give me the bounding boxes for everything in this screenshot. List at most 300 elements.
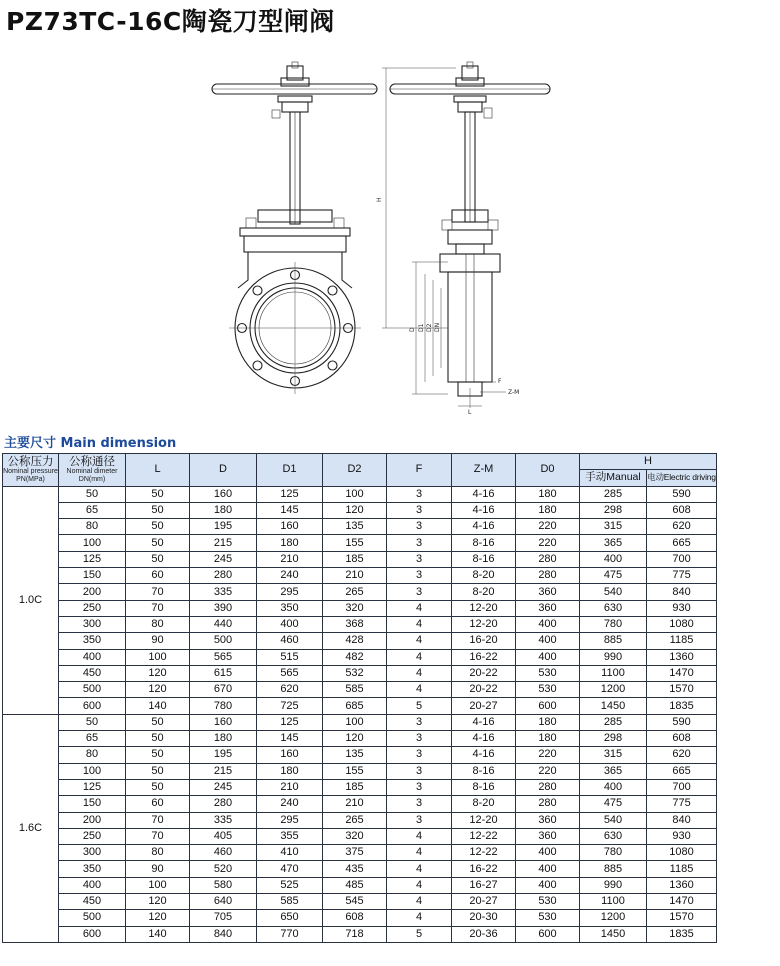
- table-cell: 780: [190, 698, 257, 714]
- dim-label-DN: DN: [434, 322, 441, 332]
- header-l: L: [126, 454, 190, 487]
- table-cell: 770: [257, 926, 323, 942]
- table-cell: 180: [516, 731, 580, 747]
- table-cell: 8-16: [452, 779, 516, 795]
- table-cell: 620: [647, 519, 717, 535]
- table-cell: 530: [516, 682, 580, 698]
- table-cell: 440: [190, 616, 257, 632]
- table-cell: 428: [323, 633, 387, 649]
- table-cell: 565: [190, 649, 257, 665]
- table-cell: 100: [59, 535, 126, 551]
- table-cell: 600: [59, 926, 126, 942]
- table-cell: 280: [516, 568, 580, 584]
- table-cell: 400: [59, 877, 126, 893]
- section-title: 主要尺寸 Main dimension: [4, 436, 177, 451]
- table-cell: 3: [387, 747, 452, 763]
- table-cell: 615: [190, 665, 257, 681]
- table-cell: 320: [323, 828, 387, 844]
- dimension-table: [2, 453, 717, 943]
- dim-label-F: F: [498, 378, 502, 385]
- table-cell: 475: [580, 568, 647, 584]
- table-cell: 1570: [647, 910, 717, 926]
- table-cell: 885: [580, 861, 647, 877]
- table-cell: 185: [323, 779, 387, 795]
- table-cell: 4-16: [452, 731, 516, 747]
- table-row: [3, 600, 717, 616]
- table-cell: 180: [516, 714, 580, 730]
- table-cell: 140: [126, 926, 190, 942]
- table-cell: 280: [516, 779, 580, 795]
- table-cell: 280: [190, 796, 257, 812]
- table-cell: 665: [647, 763, 717, 779]
- table-cell: 540: [580, 812, 647, 828]
- table-cell: 4: [387, 828, 452, 844]
- table-cell: 50: [126, 502, 190, 518]
- table-cell: 245: [190, 551, 257, 567]
- table-cell: 200: [59, 584, 126, 600]
- table-cell: 350: [257, 600, 323, 616]
- table-cell: 4-16: [452, 747, 516, 763]
- table-cell: 368: [323, 616, 387, 632]
- table-cell: 295: [257, 584, 323, 600]
- table-cell: 80: [59, 519, 126, 535]
- table-cell: 185: [323, 551, 387, 567]
- table-cell: 265: [323, 584, 387, 600]
- header-f: F: [387, 454, 452, 487]
- table-cell: 4-16: [452, 486, 516, 502]
- table-cell: 215: [190, 535, 257, 551]
- table-cell: 100: [323, 714, 387, 730]
- table-cell: 295: [257, 812, 323, 828]
- dim-label-D2: D2: [426, 323, 433, 332]
- table-cell: 50: [126, 731, 190, 747]
- table-cell: 80: [126, 616, 190, 632]
- table-cell: 12-22: [452, 828, 516, 844]
- header-zm: Z-M: [452, 454, 516, 487]
- table-cell: 320: [323, 600, 387, 616]
- table-cell: 50: [126, 519, 190, 535]
- table-cell: 620: [257, 682, 323, 698]
- table-cell: 400: [516, 861, 580, 877]
- front-view: [212, 62, 377, 394]
- table-cell: 315: [580, 747, 647, 763]
- table-row: [3, 731, 717, 747]
- table-cell: 125: [59, 551, 126, 567]
- table-cell: 450: [59, 894, 126, 910]
- table-cell: 220: [516, 519, 580, 535]
- table-cell: 210: [257, 779, 323, 795]
- table-cell: 265: [323, 812, 387, 828]
- table-cell: 220: [516, 535, 580, 551]
- table-cell: 180: [190, 502, 257, 518]
- table-cell: 195: [190, 747, 257, 763]
- header-d0: D0: [516, 454, 580, 487]
- table-cell: 1080: [647, 845, 717, 861]
- table-body: [3, 486, 717, 942]
- table-row: [3, 861, 717, 877]
- dim-label-L: L: [468, 409, 472, 416]
- table-cell: 400: [516, 616, 580, 632]
- table-cell: 160: [257, 519, 323, 535]
- table-cell: 600: [516, 926, 580, 942]
- table-cell: 1360: [647, 877, 717, 893]
- table-row: [3, 828, 717, 844]
- table-cell: 180: [516, 486, 580, 502]
- table-cell: 1450: [580, 698, 647, 714]
- table-cell: 1200: [580, 682, 647, 698]
- table-row: [3, 926, 717, 942]
- table-cell: 70: [126, 812, 190, 828]
- table-cell: 3: [387, 779, 452, 795]
- table-cell: 120: [126, 682, 190, 698]
- table-cell: 100: [126, 877, 190, 893]
- table-cell: 3: [387, 551, 452, 567]
- table-cell: 1100: [580, 665, 647, 681]
- table-cell: 50: [126, 763, 190, 779]
- table-cell: 315: [580, 519, 647, 535]
- table-row: [3, 633, 717, 649]
- table-cell: 600: [59, 698, 126, 714]
- table-cell: 840: [647, 584, 717, 600]
- table-cell: 12-22: [452, 845, 516, 861]
- table-cell: 532: [323, 665, 387, 681]
- table-cell: 400: [516, 649, 580, 665]
- header-d2: D2: [323, 454, 387, 487]
- table-cell: 20-27: [452, 698, 516, 714]
- table-cell: 4: [387, 633, 452, 649]
- table-cell: 590: [647, 486, 717, 502]
- table-cell: 70: [126, 584, 190, 600]
- table-cell: 1450: [580, 926, 647, 942]
- table-cell: 60: [126, 796, 190, 812]
- dim-label-ZM: Z-M: [508, 389, 520, 396]
- table-cell: 1200: [580, 910, 647, 926]
- table-row: [3, 551, 717, 567]
- table-cell: 210: [323, 796, 387, 812]
- table-row: [3, 535, 717, 551]
- table-cell: 630: [580, 600, 647, 616]
- table-cell: 20-30: [452, 910, 516, 926]
- pressure-group-cell: 1.0C: [3, 486, 59, 714]
- table-cell: 250: [59, 600, 126, 616]
- table-cell: 360: [516, 828, 580, 844]
- table-cell: 470: [257, 861, 323, 877]
- table-cell: 160: [190, 486, 257, 502]
- table-cell: 3: [387, 519, 452, 535]
- table-cell: 80: [59, 747, 126, 763]
- table-cell: 8-16: [452, 763, 516, 779]
- table-row: [3, 584, 717, 600]
- table-cell: 65: [59, 502, 126, 518]
- table-cell: 375: [323, 845, 387, 861]
- table-cell: 1835: [647, 926, 717, 942]
- table-row: [3, 877, 717, 893]
- table-cell: 4: [387, 682, 452, 698]
- table-cell: 4: [387, 910, 452, 926]
- table-cell: 650: [257, 910, 323, 926]
- table-cell: 12-20: [452, 812, 516, 828]
- page-title: PZ73TC-16C陶瓷刀型闸阀: [6, 7, 335, 36]
- table-cell: 215: [190, 763, 257, 779]
- table-cell: 665: [647, 535, 717, 551]
- side-view: [376, 62, 550, 416]
- table-cell: 930: [647, 600, 717, 616]
- table-cell: 390: [190, 600, 257, 616]
- table-cell: 4-16: [452, 519, 516, 535]
- table-cell: 580: [190, 877, 257, 893]
- table-cell: 3: [387, 731, 452, 747]
- table-cell: 120: [323, 502, 387, 518]
- table-cell: 400: [580, 551, 647, 567]
- table-row: [3, 845, 717, 861]
- table-cell: 990: [580, 649, 647, 665]
- table-cell: 90: [126, 633, 190, 649]
- table-cell: 285: [580, 486, 647, 502]
- table-cell: 120: [126, 910, 190, 926]
- table-row: [3, 616, 717, 632]
- table-cell: 180: [190, 731, 257, 747]
- table-cell: 1185: [647, 861, 717, 877]
- table-cell: 65: [59, 731, 126, 747]
- table-cell: 8-16: [452, 535, 516, 551]
- table-cell: 460: [190, 845, 257, 861]
- table-cell: 210: [323, 568, 387, 584]
- table-cell: 125: [257, 486, 323, 502]
- table-cell: 16-20: [452, 633, 516, 649]
- table-cell: 210: [257, 551, 323, 567]
- table-cell: 585: [257, 894, 323, 910]
- table-cell: 50: [126, 551, 190, 567]
- table-cell: 50: [59, 486, 126, 502]
- table-cell: 5: [387, 698, 452, 714]
- table-cell: 525: [257, 877, 323, 893]
- table-cell: 20-22: [452, 682, 516, 698]
- table-cell: 885: [580, 633, 647, 649]
- table-cell: 780: [580, 616, 647, 632]
- table-row: [3, 486, 717, 502]
- table-row: [3, 812, 717, 828]
- table-cell: 3: [387, 796, 452, 812]
- table-cell: 530: [516, 910, 580, 926]
- table-cell: 100: [126, 649, 190, 665]
- table-cell: 4: [387, 877, 452, 893]
- table-cell: 3: [387, 502, 452, 518]
- table-cell: 240: [257, 796, 323, 812]
- table-cell: 3: [387, 714, 452, 730]
- table-cell: 4-16: [452, 714, 516, 730]
- table-cell: 608: [323, 910, 387, 926]
- table-row: [3, 779, 717, 795]
- table-cell: 50: [126, 714, 190, 730]
- table-cell: 50: [126, 779, 190, 795]
- header-dn: 公称通径 Nominal dimeter DN(mm): [59, 454, 126, 487]
- table-cell: 775: [647, 796, 717, 812]
- table-cell: 4: [387, 894, 452, 910]
- table-cell: 4: [387, 616, 452, 632]
- table-cell: 5: [387, 926, 452, 942]
- table-row: [3, 763, 717, 779]
- table-cell: 60: [126, 568, 190, 584]
- table-cell: 100: [323, 486, 387, 502]
- table-cell: 145: [257, 731, 323, 747]
- table-cell: 3: [387, 584, 452, 600]
- table-cell: 180: [516, 502, 580, 518]
- table-cell: 435: [323, 861, 387, 877]
- table-cell: 20-22: [452, 665, 516, 681]
- table-cell: 155: [323, 763, 387, 779]
- table-cell: 485: [323, 877, 387, 893]
- table-cell: 280: [190, 568, 257, 584]
- table-row: [3, 665, 717, 681]
- table-cell: 120: [323, 731, 387, 747]
- table-cell: 8-20: [452, 568, 516, 584]
- table-row: [3, 698, 717, 714]
- table-cell: 220: [516, 763, 580, 779]
- table-cell: 180: [257, 763, 323, 779]
- valve-drawing: [200, 48, 580, 428]
- table-row: [3, 747, 717, 763]
- table-cell: 50: [126, 747, 190, 763]
- table-cell: 775: [647, 568, 717, 584]
- table-cell: 80: [126, 845, 190, 861]
- table-cell: 4: [387, 600, 452, 616]
- table-cell: 8-16: [452, 551, 516, 567]
- table-cell: 335: [190, 584, 257, 600]
- table-cell: 12-20: [452, 616, 516, 632]
- table-cell: 20-36: [452, 926, 516, 942]
- table-cell: 460: [257, 633, 323, 649]
- table-cell: 840: [190, 926, 257, 942]
- table-row: [3, 796, 717, 812]
- table-cell: 1100: [580, 894, 647, 910]
- dim-label-D: D: [409, 327, 416, 332]
- table-cell: 400: [59, 649, 126, 665]
- header-d1: D1: [257, 454, 323, 487]
- table-row: [3, 502, 717, 518]
- table-cell: 180: [257, 535, 323, 551]
- table-cell: 500: [190, 633, 257, 649]
- table-cell: 590: [647, 714, 717, 730]
- table-cell: 500: [59, 682, 126, 698]
- table-cell: 360: [516, 584, 580, 600]
- table-cell: 135: [323, 747, 387, 763]
- header-h-manual: 手动Manual: [580, 470, 647, 486]
- table-cell: 482: [323, 649, 387, 665]
- table-cell: 155: [323, 535, 387, 551]
- table-cell: 530: [516, 894, 580, 910]
- table-cell: 280: [516, 551, 580, 567]
- table-cell: 195: [190, 519, 257, 535]
- table-cell: 50: [126, 535, 190, 551]
- table-cell: 400: [516, 633, 580, 649]
- table-cell: 3: [387, 812, 452, 828]
- table-cell: 145: [257, 502, 323, 518]
- header-h-electric: 电动Electric driving: [647, 470, 717, 486]
- dim-label-D1: D1: [418, 323, 425, 332]
- table-cell: 700: [647, 551, 717, 567]
- table-cell: 125: [59, 779, 126, 795]
- table-cell: 585: [323, 682, 387, 698]
- table-cell: 410: [257, 845, 323, 861]
- table-cell: 16-22: [452, 649, 516, 665]
- table-cell: 1835: [647, 698, 717, 714]
- table-cell: 4: [387, 861, 452, 877]
- header-pn: 公称压力 Nominal pressure PN(MPa): [3, 454, 59, 487]
- pressure-group-cell: 1.6C: [3, 714, 59, 942]
- table-cell: 530: [516, 665, 580, 681]
- table-cell: 300: [59, 616, 126, 632]
- table-cell: 700: [647, 779, 717, 795]
- table-cell: 400: [516, 877, 580, 893]
- table-cell: 450: [59, 665, 126, 681]
- header-h: H: [580, 454, 717, 470]
- table-cell: 70: [126, 828, 190, 844]
- table-cell: 1080: [647, 616, 717, 632]
- table-row: [3, 649, 717, 665]
- table-cell: 140: [126, 698, 190, 714]
- table-cell: 100: [59, 763, 126, 779]
- table-cell: 3: [387, 568, 452, 584]
- table-cell: 685: [323, 698, 387, 714]
- table-cell: 630: [580, 828, 647, 844]
- table-cell: 50: [59, 714, 126, 730]
- table-row: [3, 519, 717, 535]
- table-cell: 365: [580, 763, 647, 779]
- table-cell: 220: [516, 747, 580, 763]
- table-cell: 545: [323, 894, 387, 910]
- table-cell: 990: [580, 877, 647, 893]
- table-cell: 725: [257, 698, 323, 714]
- table-cell: 670: [190, 682, 257, 698]
- table-cell: 70: [126, 600, 190, 616]
- table-row: [3, 568, 717, 584]
- table-cell: 718: [323, 926, 387, 942]
- table-cell: 150: [59, 568, 126, 584]
- table-cell: 135: [323, 519, 387, 535]
- table-cell: 90: [126, 861, 190, 877]
- table-cell: 1360: [647, 649, 717, 665]
- table-cell: 1470: [647, 665, 717, 681]
- table-cell: 3: [387, 535, 452, 551]
- header-d: D: [190, 454, 257, 487]
- table-cell: 500: [59, 910, 126, 926]
- table-cell: 620: [647, 747, 717, 763]
- table-cell: 780: [580, 845, 647, 861]
- table-cell: 280: [516, 796, 580, 812]
- table-cell: 16-27: [452, 877, 516, 893]
- table-cell: 285: [580, 714, 647, 730]
- table-cell: 50: [126, 486, 190, 502]
- table-cell: 245: [190, 779, 257, 795]
- table-cell: 300: [59, 845, 126, 861]
- table-cell: 600: [516, 698, 580, 714]
- table-cell: 298: [580, 502, 647, 518]
- table-cell: 360: [516, 812, 580, 828]
- table-cell: 250: [59, 828, 126, 844]
- table-cell: 405: [190, 828, 257, 844]
- table-cell: 4-16: [452, 502, 516, 518]
- table-cell: 930: [647, 828, 717, 844]
- table-cell: 705: [190, 910, 257, 926]
- table-cell: 1185: [647, 633, 717, 649]
- table-row: [3, 682, 717, 698]
- table-cell: 8-20: [452, 796, 516, 812]
- table-cell: 360: [516, 600, 580, 616]
- table-cell: 608: [647, 502, 717, 518]
- table-cell: 20-27: [452, 894, 516, 910]
- table-cell: 3: [387, 763, 452, 779]
- table-cell: 640: [190, 894, 257, 910]
